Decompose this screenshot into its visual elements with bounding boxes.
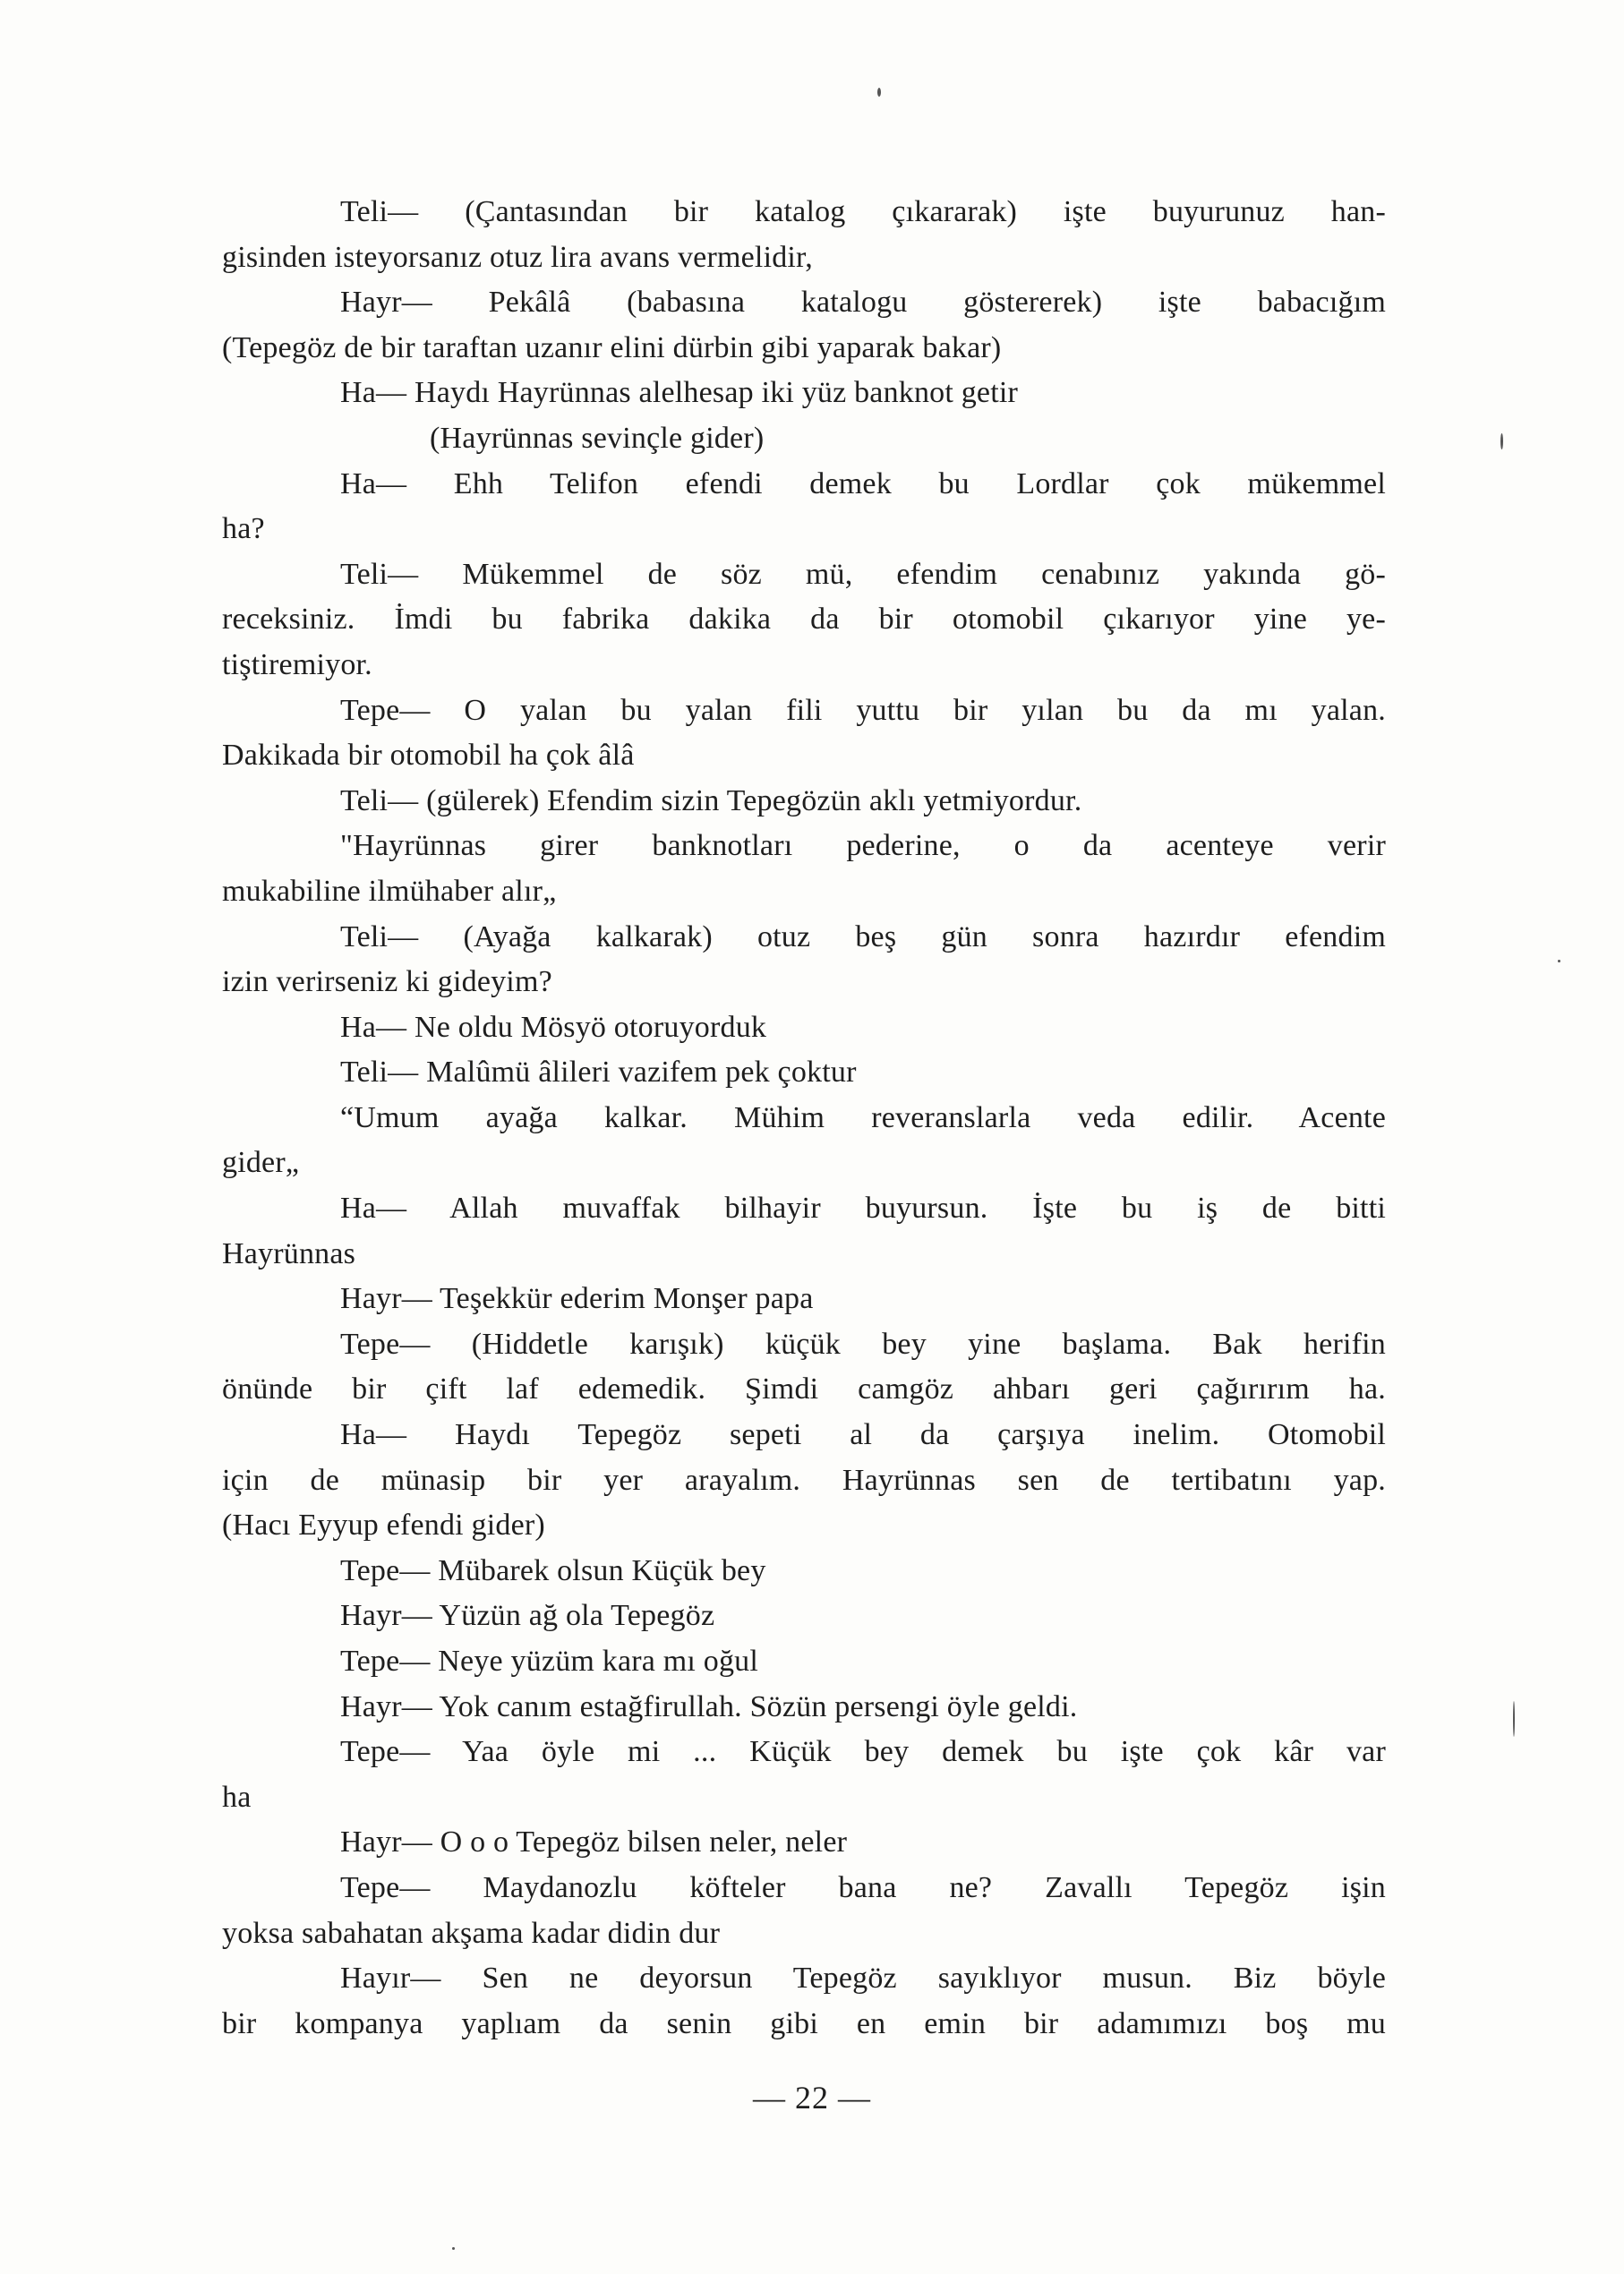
text-line: (Hacı Eyyup efendi gider) bbox=[222, 1509, 545, 1543]
text-line: ha? bbox=[222, 512, 265, 546]
text-line: Ha— Ehh Telifon efendi demek bu Lordlar çok mükemmel bbox=[340, 466, 1386, 500]
text-line: Ha— Allah muvaffak bilhayir buyursun. İşte bu iş de bitti bbox=[340, 1192, 1386, 1226]
scan-speck bbox=[1558, 960, 1560, 962]
text-line: "Hayrünnas girer banknotları pederine, o da acenteye verir bbox=[340, 829, 1386, 863]
text-line: receksiniz. İmdi bu fabrika dakika da bir otomobil çıkarıyor yine ye- bbox=[222, 603, 1386, 637]
text-line: Teli— (Ayağa kalkarak) otuz beş gün sonra hazırdır efendim bbox=[340, 919, 1386, 953]
text-line: gider„ bbox=[222, 1146, 300, 1180]
text-line: (Hayrünnas sevinçle gider) bbox=[430, 421, 765, 455]
scan-speck bbox=[1513, 1701, 1515, 1737]
text-line: izin verirseniz ki gideyim? bbox=[222, 965, 552, 999]
text-line: için de münasip bir yer arayalım. Hayrünnas sen de tertibatını yap. bbox=[222, 1463, 1386, 1497]
text-line: Tepe— Neye yüzüm kara mı oğul bbox=[340, 1645, 758, 1678]
text-line: Hayr— Yüzün ağ ola Tepegöz bbox=[340, 1599, 715, 1633]
text-line: Tepe— Maydanozlu köfteler bana ne? Zavallı Tepegöz işin bbox=[340, 1870, 1386, 1904]
text-line: Teli— (gülerek) Efendim sizin Tepegözün aklı yetmiyordur. bbox=[340, 783, 1082, 817]
text-line: tiştiremiyor. bbox=[222, 647, 372, 681]
text-line: önünde bir çift laf edemedik. Şimdi camgöz ahbarı geri çağırırım ha. bbox=[222, 1372, 1386, 1406]
text-line: Ha— Haydı Tepegöz sepeti al da çarşıya inelim. Otomobil bbox=[340, 1418, 1386, 1452]
text-line: Hayr— O o o Tepegöz bilsen neler, neler bbox=[340, 1825, 848, 1859]
text-line: yoksa sabahatan akşama kadar didin dur bbox=[222, 1916, 721, 1950]
text-line: Dakikada bir otomobil ha çok âlâ bbox=[222, 739, 635, 773]
text-line: Ha— Haydı Hayrünnas alelhesap iki yüz banknot getir bbox=[340, 376, 1019, 410]
text-line: Hayr— Pekâlâ (babasına katalogu göstererek) işte babacığım bbox=[340, 286, 1386, 320]
text-line: Tepe— (Hiddetle karışık) küçük bey yine başlama. Bak herifin bbox=[340, 1327, 1386, 1361]
text-line: Hayır— Sen ne deyorsun Tepegöz sayıklıyor musun. Biz böyle bbox=[340, 1962, 1386, 1996]
text-line: Hayr— Yok canım estağfirullah. Sözün persengi öyle geldi. bbox=[340, 1689, 1078, 1723]
text-line: bir kompanya yaplıam da senin gibi en emin bir adamımızı boş mu bbox=[222, 2006, 1386, 2040]
text-line: ha bbox=[222, 1780, 252, 1814]
scan-speck bbox=[452, 2247, 455, 2250]
text-line: Tepe— Mübarek olsun Küçük bey bbox=[340, 1553, 766, 1587]
body-text bbox=[222, 190, 1386, 2047]
text-line: mukabiline ilmühaber alır„ bbox=[222, 874, 557, 908]
text-line: Ha— Ne oldu Mösyö otoruyorduk bbox=[340, 1010, 767, 1044]
scan-speck bbox=[1500, 433, 1503, 449]
scan-speck bbox=[877, 88, 881, 97]
text-line: Tepe— O yalan bu yalan fili yuttu bir yılan bu da mı yalan. bbox=[340, 693, 1386, 727]
text-line: Teli— (Çantasından bir katalog çıkararak) işte buyurunuz han- bbox=[340, 195, 1386, 228]
text-line: Teli— Malûmü âlileri vazifem pek çoktur bbox=[340, 1056, 857, 1090]
text-line: Tepe— Yaa öyle mi ... Küçük bey demek bu işte çok kâr var bbox=[340, 1735, 1386, 1769]
text-line: Hayrünnas bbox=[222, 1236, 356, 1270]
text-line: Hayr— Teşekkür ederim Monşer papa bbox=[340, 1282, 814, 1316]
text-line: Teli— Mükemmel de söz mü, efendim cenabınız yakında gö- bbox=[340, 557, 1386, 591]
page-number: — 22 — bbox=[753, 2080, 871, 2116]
text-line: “Umum ayağa kalkar. Mühim reveranslarla veda edilir. Acente bbox=[340, 1100, 1386, 1134]
text-line: gisinden isteyorsanız otuz lira avans vermelidir, bbox=[222, 240, 813, 274]
text-line: (Tepegöz de bir taraftan uzanır elini dürbin gibi yaparak bakar) bbox=[222, 330, 1002, 364]
